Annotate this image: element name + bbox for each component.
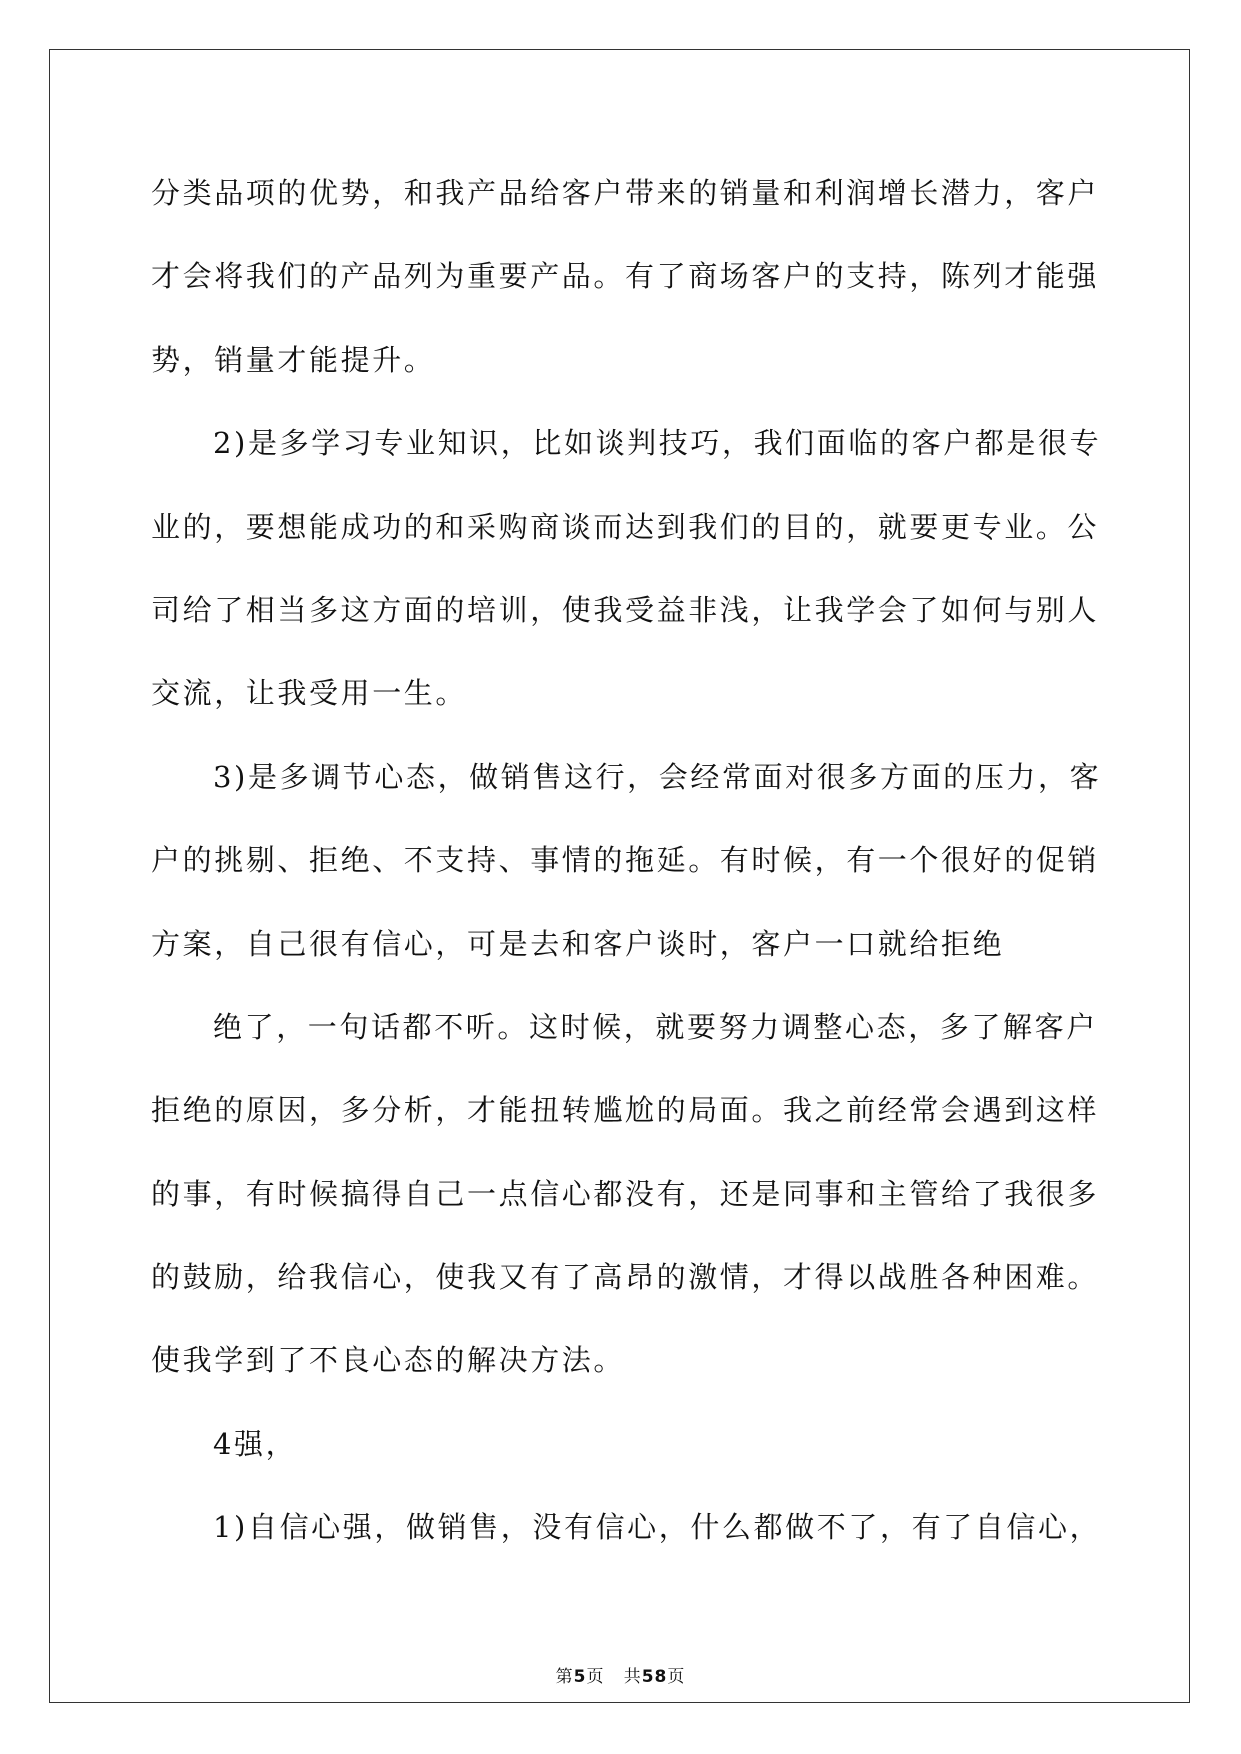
text-line: 方案，自己很有信心，可是去和客户谈时，客户一口就给拒绝 bbox=[151, 926, 1005, 961]
footer-total-suffix: 页 bbox=[667, 1667, 686, 1687]
footer-page-suffix: 页 bbox=[586, 1667, 605, 1687]
footer-total-prefix: 共 bbox=[623, 1667, 642, 1687]
document-body bbox=[151, 152, 1102, 1570]
text-line: 使我学到了不良心态的解决方法。 bbox=[151, 1343, 626, 1378]
text-line: 的事，有时候搞得自己一点信心都没有，还是同事和主管给了我很多 bbox=[151, 1176, 1100, 1211]
text-line: 司给了相当多这方面的培训，使我受益非浅，让我学会了如何与别人 bbox=[151, 592, 1100, 627]
text-line: 业的，要想能成功的和采购商谈而达到我们的目的，就要更专业。公 bbox=[151, 509, 1100, 544]
text-line: 分类品项的优势，和我产品给客户带来的销量和利润增长潜力，客户 bbox=[151, 176, 1100, 210]
text-line: 的鼓励，给我信心，使我又有了高昂的激情，才得以战胜各种困难。 bbox=[151, 1260, 1100, 1295]
text-line: 3)是多调节心态，做销售这行，会经常面对很多方面的压力，客 bbox=[213, 759, 1102, 794]
footer-prefix: 第 bbox=[555, 1667, 574, 1687]
text-line: 拒绝的原因，多分析，才能扭转尴尬的局面。我之前经常会遇到这样 bbox=[151, 1093, 1100, 1128]
text-line: 交流，让我受用一生。 bbox=[151, 676, 468, 711]
text-line: 4强， bbox=[213, 1426, 298, 1461]
text-line: 1)自信心强，做销售，没有信心，什么都做不了，有了自信心， bbox=[213, 1510, 1102, 1545]
page-footer bbox=[0, 1662, 1241, 1687]
total-pages: 58 bbox=[641, 1667, 668, 1687]
text-line: 绝了，一句话都不听。这时候，就要努力调整心态，多了解客户 bbox=[213, 1009, 1098, 1044]
page-number: 5 bbox=[573, 1667, 587, 1687]
text-line: 才会将我们的产品列为重要产品。有了商场客户的支持，陈列才能强 bbox=[151, 259, 1100, 294]
text-line: 2)是多学习专业知识，比如谈判技巧，我们面临的客户都是很专 bbox=[213, 426, 1102, 461]
text-line: 户的挑剔、拒绝、不支持、事情的拖延。有时候，有一个很好的促销 bbox=[151, 843, 1100, 878]
text-line: 势，销量才能提升。 bbox=[151, 342, 436, 377]
